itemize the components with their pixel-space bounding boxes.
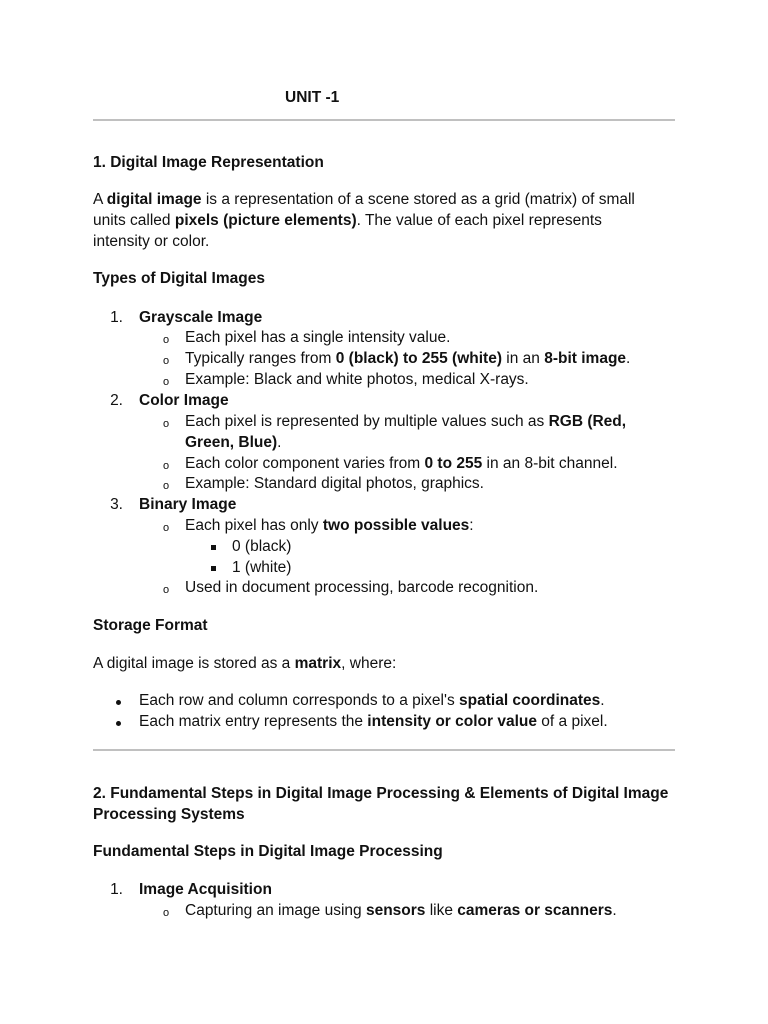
list-subitem: Each pixel is represented by multiple values such as RGB (Red, Green, Blue). bbox=[185, 413, 627, 451]
horizontal-rule bbox=[93, 119, 675, 121]
list-subitem: Each color component varies from 0 to 255 in an 8-bit channel. bbox=[185, 455, 618, 472]
storage-heading: Storage Format bbox=[93, 617, 208, 634]
storage-intro: A digital image is stored as a matrix, where: bbox=[93, 655, 397, 672]
circle-bullet-icon: o bbox=[163, 522, 170, 534]
list-number: 2. bbox=[110, 392, 123, 409]
list-subitem: Example: Standard digital photos, graphics. bbox=[185, 475, 484, 492]
circle-bullet-icon: o bbox=[163, 355, 170, 367]
horizontal-rule bbox=[93, 749, 675, 751]
list-item-label: Binary Image bbox=[139, 496, 237, 513]
circle-bullet-icon: o bbox=[163, 460, 170, 472]
circle-bullet-icon: o bbox=[163, 334, 170, 346]
list-item-label: Grayscale Image bbox=[139, 309, 263, 326]
list-item: Each row and column corresponds to a pixel's spatial coordinates. bbox=[139, 692, 605, 709]
list-number: 1. bbox=[110, 881, 123, 898]
circle-bullet-icon: o bbox=[163, 376, 170, 388]
square-bullet-icon bbox=[211, 566, 216, 571]
list-subitem: Capturing an image using sensors like cameras or scanners. bbox=[185, 902, 617, 919]
unit-title: UNIT -1 bbox=[285, 89, 340, 106]
list-item: Each matrix entry represents the intensity or color value of a pixel. bbox=[139, 713, 608, 730]
circle-bullet-icon: o bbox=[163, 418, 170, 430]
intro-paragraph: A digital image is a representation of a scene stored as a grid (matrix) of small units called pixels (picture elements). The value of each pixel represents intensity or color. bbox=[93, 191, 635, 250]
types-heading: Types of Digital Images bbox=[93, 270, 265, 287]
list-item-label: Image Acquisition bbox=[139, 881, 272, 898]
list-number: 3. bbox=[110, 496, 123, 513]
section-2-heading: 2. Fundamental Steps in Digital Image Processing & Elements of Digital Image Processing Systems bbox=[93, 785, 669, 823]
circle-bullet-icon: o bbox=[163, 480, 170, 492]
bullet-dot-icon bbox=[116, 700, 121, 705]
list-item-label: Color Image bbox=[139, 392, 229, 409]
list-number: 1. bbox=[110, 309, 123, 326]
list-subitem: Each pixel has a single intensity value. bbox=[185, 329, 451, 346]
section-1-heading: 1. Digital Image Representation bbox=[93, 154, 324, 171]
list-subitem: Each pixel has only two possible values: bbox=[185, 517, 474, 534]
circle-bullet-icon: o bbox=[163, 907, 170, 919]
list-subitem: Used in document processing, barcode recognition. bbox=[185, 579, 539, 596]
circle-bullet-icon: o bbox=[163, 584, 170, 596]
square-bullet-icon bbox=[211, 545, 216, 550]
list-subsubitem: 1 (white) bbox=[232, 559, 292, 576]
list-subitem: Example: Black and white photos, medical X-rays. bbox=[185, 371, 529, 388]
list-subitem: Typically ranges from 0 (black) to 255 (white) in an 8-bit image. bbox=[185, 350, 631, 367]
list-subsubitem: 0 (black) bbox=[232, 538, 292, 555]
bullet-dot-icon bbox=[116, 721, 121, 726]
steps-subheading: Fundamental Steps in Digital Image Processing bbox=[93, 843, 443, 860]
